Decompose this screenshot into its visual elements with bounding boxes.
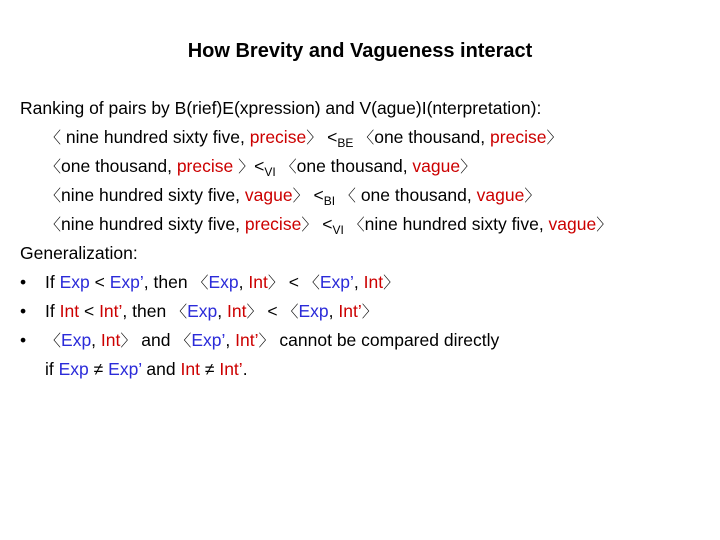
bullet-item-int [20, 300, 710, 329]
left-angle: 〈 [45, 331, 62, 350]
right-angle: 〉 [120, 331, 137, 350]
left-angle: 〈 [171, 302, 188, 321]
ranking-vi-nine65: 〈nine hundred sixty five, precise〉 $<_{VI}$ 〈nine hundred sixty five, vague〉 [45, 214, 613, 237]
term-exp-prime: Exp’ [191, 330, 226, 350]
term-int: Int [180, 359, 200, 379]
term-int: Int [100, 330, 121, 350]
slide-title: How Brevity and Vagueness interact [187, 40, 533, 62]
interp-precise: precise [249, 127, 307, 147]
phrase-cannot-compare: cannot be compared directly [279, 330, 500, 350]
ranking-be: 〈 nine hundred sixty five, precise〉 $<_{BE}$ 〈one thousand, precise〉 [45, 127, 563, 150]
slide-body [20, 97, 710, 387]
subscript-be: BE [337, 136, 354, 150]
bullet-mark: • [20, 301, 27, 321]
term-int: Int [227, 301, 247, 321]
neq-sign: ≠ [93, 359, 104, 379]
term-int: Int [248, 272, 268, 292]
lt-sign: < [322, 214, 333, 234]
expr-thousand: one thousand [360, 185, 467, 205]
comma: , [328, 301, 334, 321]
word-if: If [45, 301, 55, 321]
subscript-vi: VI [332, 223, 344, 237]
term-int: Int [363, 272, 384, 292]
interp-precise: precise [176, 156, 234, 176]
expr-nine65: nine hundred sixty five [61, 214, 236, 234]
lt-sign: < [288, 272, 299, 292]
comma: , [238, 272, 244, 292]
right-angle: 〉 [460, 157, 477, 176]
left-angle: 〈 [45, 128, 62, 147]
ranking-bi: 〈nine hundred sixty five, vague〉 $<_{BI}$ 〈 one thousand, vague〉 [45, 185, 541, 208]
term-exp: Exp [58, 359, 89, 379]
right-angle: 〉 [258, 331, 275, 350]
word-if: if [45, 359, 54, 379]
left-angle: 〈 [280, 157, 297, 176]
bullet-mark: • [20, 272, 27, 292]
subscript-bi: BI [323, 194, 336, 208]
lt-sign: < [83, 301, 95, 321]
expr-nine65: nine hundred sixty five [61, 185, 236, 205]
lt-sign: < [94, 272, 105, 292]
lt-sign: < [254, 156, 265, 176]
interp-vague: vague [412, 156, 461, 176]
word-and: and [141, 330, 171, 350]
left-angle: 〈 [358, 128, 375, 147]
expr-nine65: nine hundred sixty five [364, 214, 539, 234]
right-angle: 〉 [246, 302, 263, 321]
right-angle: 〉 [301, 215, 318, 234]
left-angle: 〈 [339, 186, 356, 205]
left-angle: 〈 [45, 186, 62, 205]
ranking-vi-thousand: 〈one thousand, precise 〉$<_{VI}$ 〈one thousand, vague〉 [45, 156, 477, 179]
subscript-vi: VI [264, 165, 276, 179]
term-exp-prime: Exp’ [109, 272, 144, 292]
term-int: Int [59, 301, 80, 321]
term-int-prime: Int’ [219, 359, 243, 379]
bullet-item-exp [20, 271, 710, 300]
interp-vague: vague [476, 185, 525, 205]
lt-sign: < [327, 127, 338, 147]
expr-nine65: nine hundred sixty five [65, 127, 241, 147]
right-angle: 〉 [383, 273, 400, 292]
term-exp: Exp [208, 272, 239, 292]
left-angle: 〈 [303, 273, 320, 292]
comma: , [91, 330, 97, 350]
period: . [242, 359, 248, 379]
term-exp: Exp [187, 301, 218, 321]
term-exp: Exp [59, 272, 90, 292]
word-then: , then [143, 272, 188, 292]
expr-thousand: one thousand [296, 156, 403, 176]
bullet-item-incomparable [20, 329, 710, 358]
intro-line: Ranking of pairs by B(rief)E(xpression) and V(ague)I(nterpretation): [20, 98, 542, 118]
right-angle: 〉 [596, 215, 613, 234]
term-int-prime: Int’ [99, 301, 123, 321]
right-angle: 〉 [238, 157, 255, 176]
right-angle: 〉 [524, 186, 541, 205]
term-int-prime: Int’ [235, 330, 259, 350]
term-exp-prime: Exp’ [319, 272, 354, 292]
left-angle: 〈 [175, 331, 192, 350]
term-exp: Exp [298, 301, 329, 321]
comma: , [217, 301, 223, 321]
expr-thousand: one thousand [61, 156, 168, 176]
bullet-continuation [20, 358, 710, 387]
comma: , [353, 272, 359, 292]
right-angle: 〉 [361, 302, 378, 321]
term-exp: Exp [61, 330, 92, 350]
bullet-text [45, 329, 499, 358]
word-then: , then [122, 301, 167, 321]
right-angle: 〉 [546, 128, 563, 147]
term-int-prime: Int’ [338, 301, 362, 321]
comma: , [225, 330, 231, 350]
bullet-text [45, 300, 378, 329]
interp-vague: vague [548, 214, 597, 234]
right-angle: 〉 [267, 273, 284, 292]
left-angle: 〈 [282, 302, 299, 321]
lt-sign: < [267, 301, 278, 321]
left-angle: 〈 [348, 215, 365, 234]
bullet-text [45, 271, 399, 300]
lt-sign: < [313, 185, 324, 205]
term-exp-prime: Exp’ [108, 359, 142, 379]
word-if: If [45, 272, 55, 292]
interp-vague: vague [244, 185, 293, 205]
left-angle: 〈 [45, 157, 62, 176]
right-angle: 〉 [306, 128, 323, 147]
left-angle: 〈 [192, 273, 209, 292]
interp-precise: precise [490, 127, 547, 147]
bullet-mark: • [20, 330, 27, 350]
left-angle: 〈 [45, 215, 62, 234]
neq-sign: ≠ [204, 359, 215, 379]
right-angle: 〉 [292, 186, 309, 205]
expr-thousand: one thousand [374, 127, 481, 147]
generalization-heading: Generalization: [20, 243, 138, 263]
word-and: and [146, 359, 176, 379]
interp-precise: precise [244, 214, 302, 234]
